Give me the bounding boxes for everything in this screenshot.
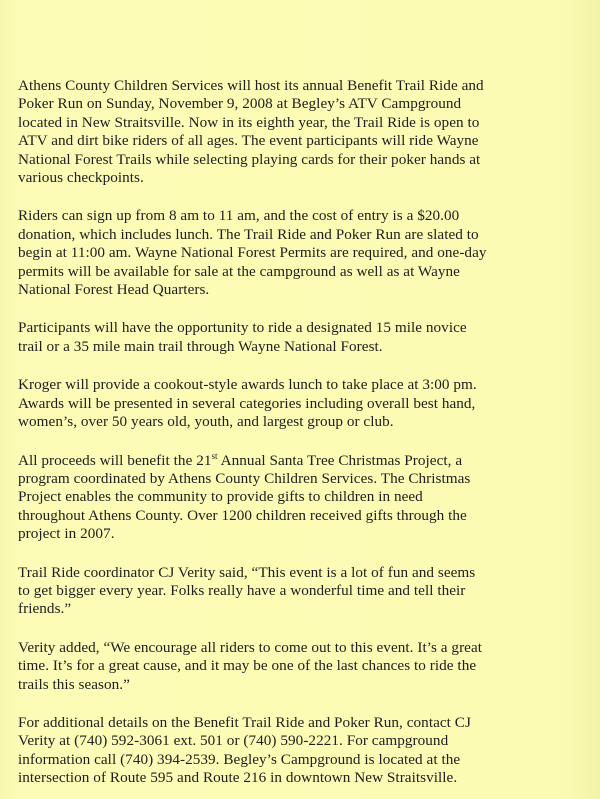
text-line: begin at 11:00 am. Wayne National Forest Permits are required, and one-day xyxy=(18,244,487,262)
text-line: Project enables the community to provide gifts to children in need xyxy=(18,488,423,506)
text-line: Participants will have the opportunity to ride a designated 15 mile novice xyxy=(18,319,467,337)
text-line: Verity added, “We encourage all riders to come out to this event. It’s a great xyxy=(18,638,483,656)
text-line: National Forest Trails while selecting playing cards for their poker hands at xyxy=(18,150,481,168)
paragraph-proceeds xyxy=(18,452,582,544)
text-line: National Forest Head Quarters. xyxy=(18,281,210,299)
text-line: project in 2007. xyxy=(18,525,115,543)
paragraph-verity-added xyxy=(18,639,582,694)
text-line: to get bigger every year. Folks really have a wonderful time and tell their xyxy=(18,581,466,599)
text-line: intersection of Route 595 and Route 216 in downtown New Straitsville. xyxy=(18,769,458,787)
text-line: trail or a 35 mile main trail through Wayne National Forest. xyxy=(18,337,383,355)
text-line: Kroger will provide a cookout-style awards lunch to take place at 3:00 pm. xyxy=(18,376,477,394)
text-line: Verity at (740) 592-3061 ext. 501 or (740) 590-2221. For campground xyxy=(18,732,449,750)
paragraph-trails xyxy=(18,319,582,356)
text-line: ATV and dirt bike riders of all ages. The event participants will ride Wayne xyxy=(18,132,479,150)
text-line: donation, which includes lunch. The Trail Ride and Poker Run are slated to xyxy=(18,225,479,243)
text-line: trails this season.” xyxy=(18,675,130,693)
text-line: Awards will be presented in several categories including overall best hand, xyxy=(18,394,476,412)
text-line: friends.” xyxy=(18,600,72,618)
text-line: women’s, over 50 years old, youth, and largest group or club. xyxy=(18,413,394,431)
paragraph-event-announcement xyxy=(18,77,582,187)
text-line: information call (740) 394-2539. Begley’s Campground is located at the xyxy=(18,750,461,768)
text-line: Poker Run on Sunday, November 9, 2008 at Begley’s ATV Campground xyxy=(18,95,462,113)
text-line: Trail Ride coordinator CJ Verity said, “This event is a lot of fun and seems xyxy=(18,563,476,581)
text-line: Riders can sign up from 8 am to 11 am, and the cost of entry is a $20.00 xyxy=(18,207,460,225)
text-fragment: All proceeds will benefit the 21 xyxy=(18,451,212,469)
text-line: For additional details on the Benefit Trail Ride and Poker Run, contact CJ xyxy=(18,713,471,731)
text-line xyxy=(18,452,582,470)
paragraph-registration xyxy=(18,207,582,299)
text-fragment: Annual Santa Tree Christmas Project, a xyxy=(217,451,463,469)
document-body xyxy=(18,77,582,788)
text-line: time. It’s for a great cause, and it may be one of the last chances to ride the xyxy=(18,657,477,675)
text-line: Athens County Children Services will host its annual Benefit Trail Ride and xyxy=(18,77,484,94)
text-line: various checkpoints. xyxy=(18,169,144,187)
paragraph-coordinator-quote xyxy=(18,564,582,619)
ordinal-suffix: st xyxy=(211,450,218,461)
paragraph-contact-details xyxy=(18,714,582,788)
text-line: program coordinated by Athens County Children Services. The Christmas xyxy=(18,469,471,487)
text-line: permits will be available for sale at the campground as well as at Wayne xyxy=(18,262,460,280)
paragraph-awards-lunch xyxy=(18,376,582,431)
text-line: throughout Athens County. Over 1200 children received gifts through the xyxy=(18,506,467,524)
text-line: located in New Straitsville. Now in its eighth year, the Trail Ride is open to xyxy=(18,113,480,131)
